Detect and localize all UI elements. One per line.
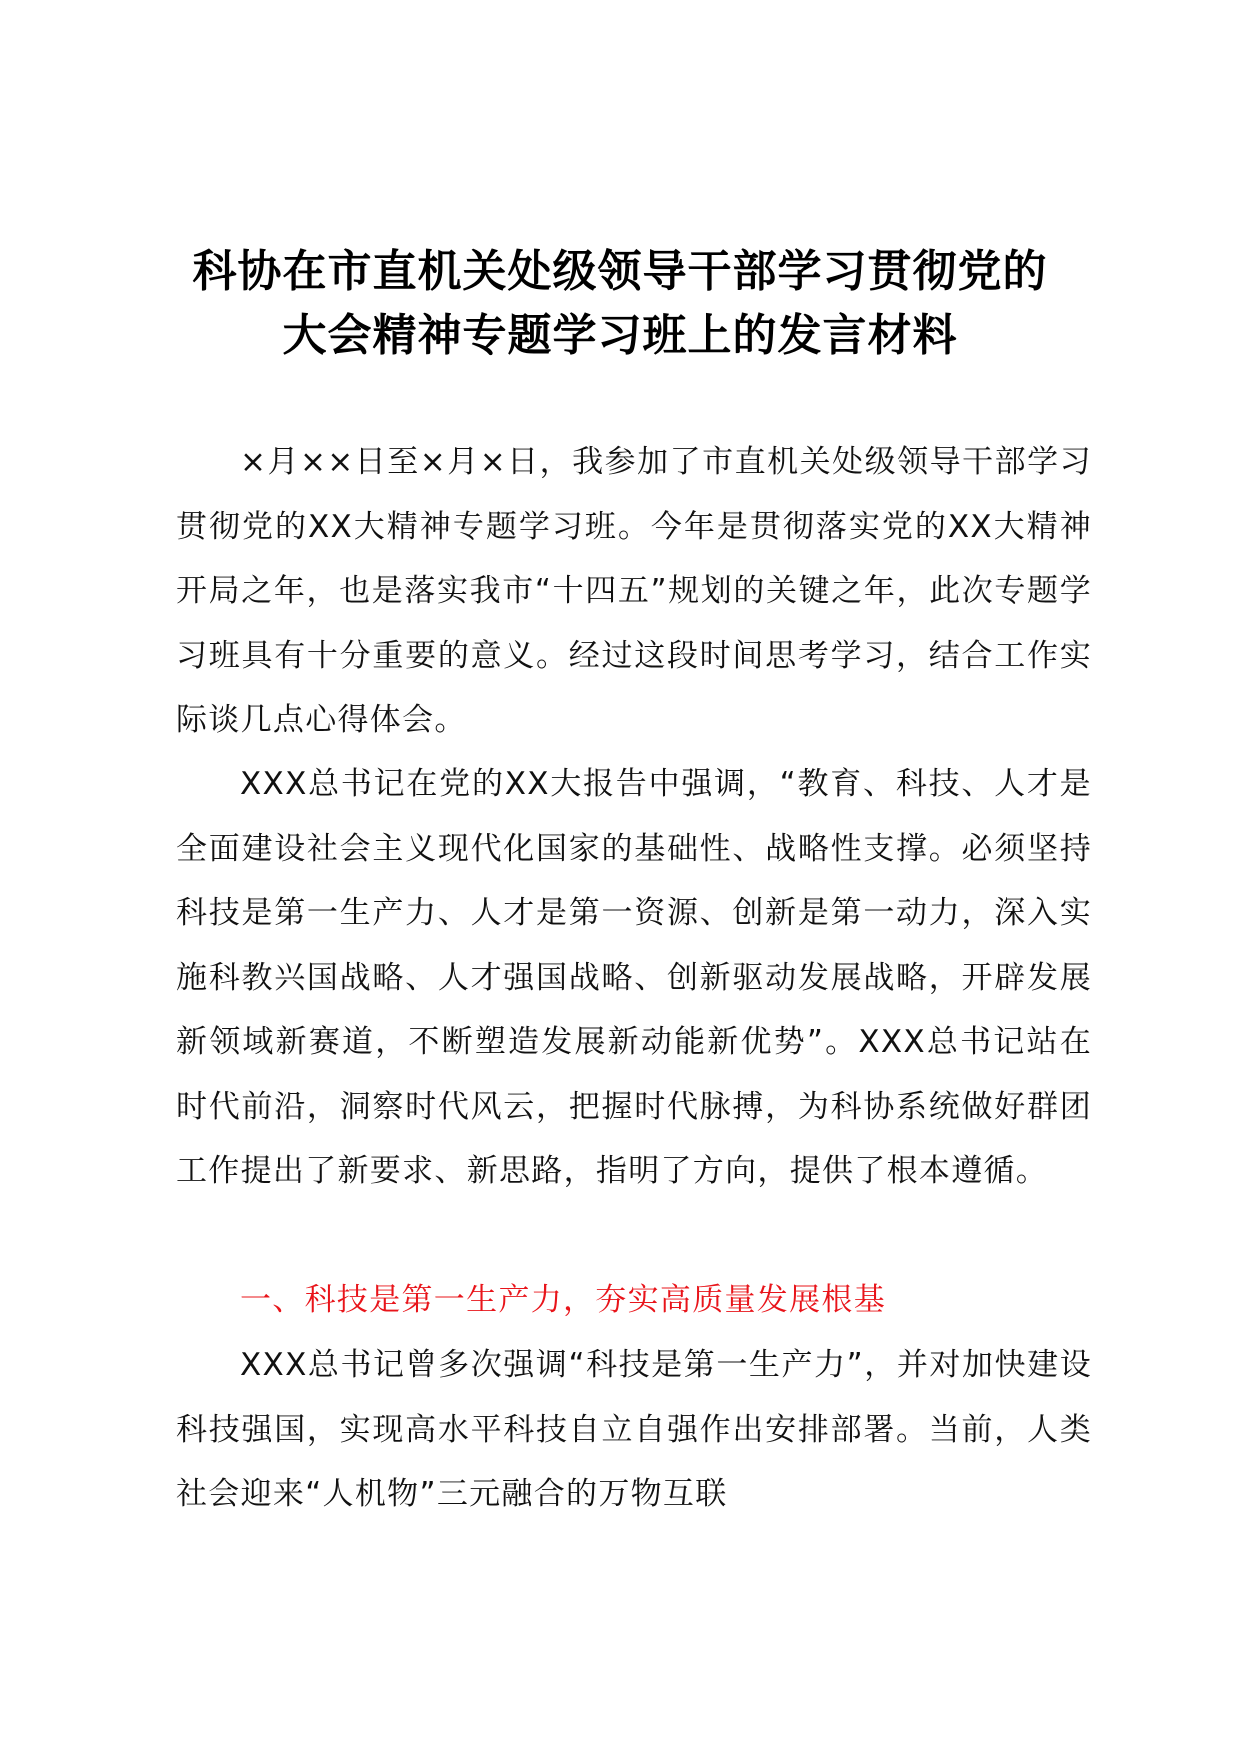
paragraph-quote: XXX总书记在党的XX大报告中强调，“教育、科技、人才是全面建设社会主义现代化国家的基础性、战略性支撑。必须坚持科技是第一生产力、人才是第一资源、创新是第一动力，深入实施科教兴国战略、人才强国战略、创新驱动发展战略，开辟发展新领域新赛道，不断塑造发展新动能新优势”。XXX总书记站在时代前沿，洞察时代风云，把握时代脉搏，为科协系统做好群团工作提出了新要求、新思路，指明了方向，提供了根本遵循。: [176, 766, 1092, 1189]
title-line-2: 大会精神专题学习班上的发言材料: [282, 310, 958, 361]
document-title: [150, 240, 1090, 368]
paragraph-intro: ×月××日至×月×日，我参加了市直机关处级领导干部学习贯彻党的XX大精神专题学习班。今年是贯彻落实党的XX大精神开局之年，也是落实我市“十四五”规划的关键之年，此次专题学习班具有十分重要的意义。经过这段时间思考学习，结合工作实际谈几点心得体会。: [176, 444, 1092, 738]
section-heading-1: 一、科技是第一生产力，夯实高质量发展根基: [240, 1282, 886, 1318]
title-line-1: 科协在市直机关处级领导干部学习贯彻党的: [192, 246, 1048, 297]
paragraph-section-1: XXX总书记曾多次强调“科技是第一生产力”，并对加快建设科技强国，实现高水平科技自立自强作出安排部署。当前，人类社会迎来“人机物”三元融合的万物互联: [176, 1347, 1092, 1512]
